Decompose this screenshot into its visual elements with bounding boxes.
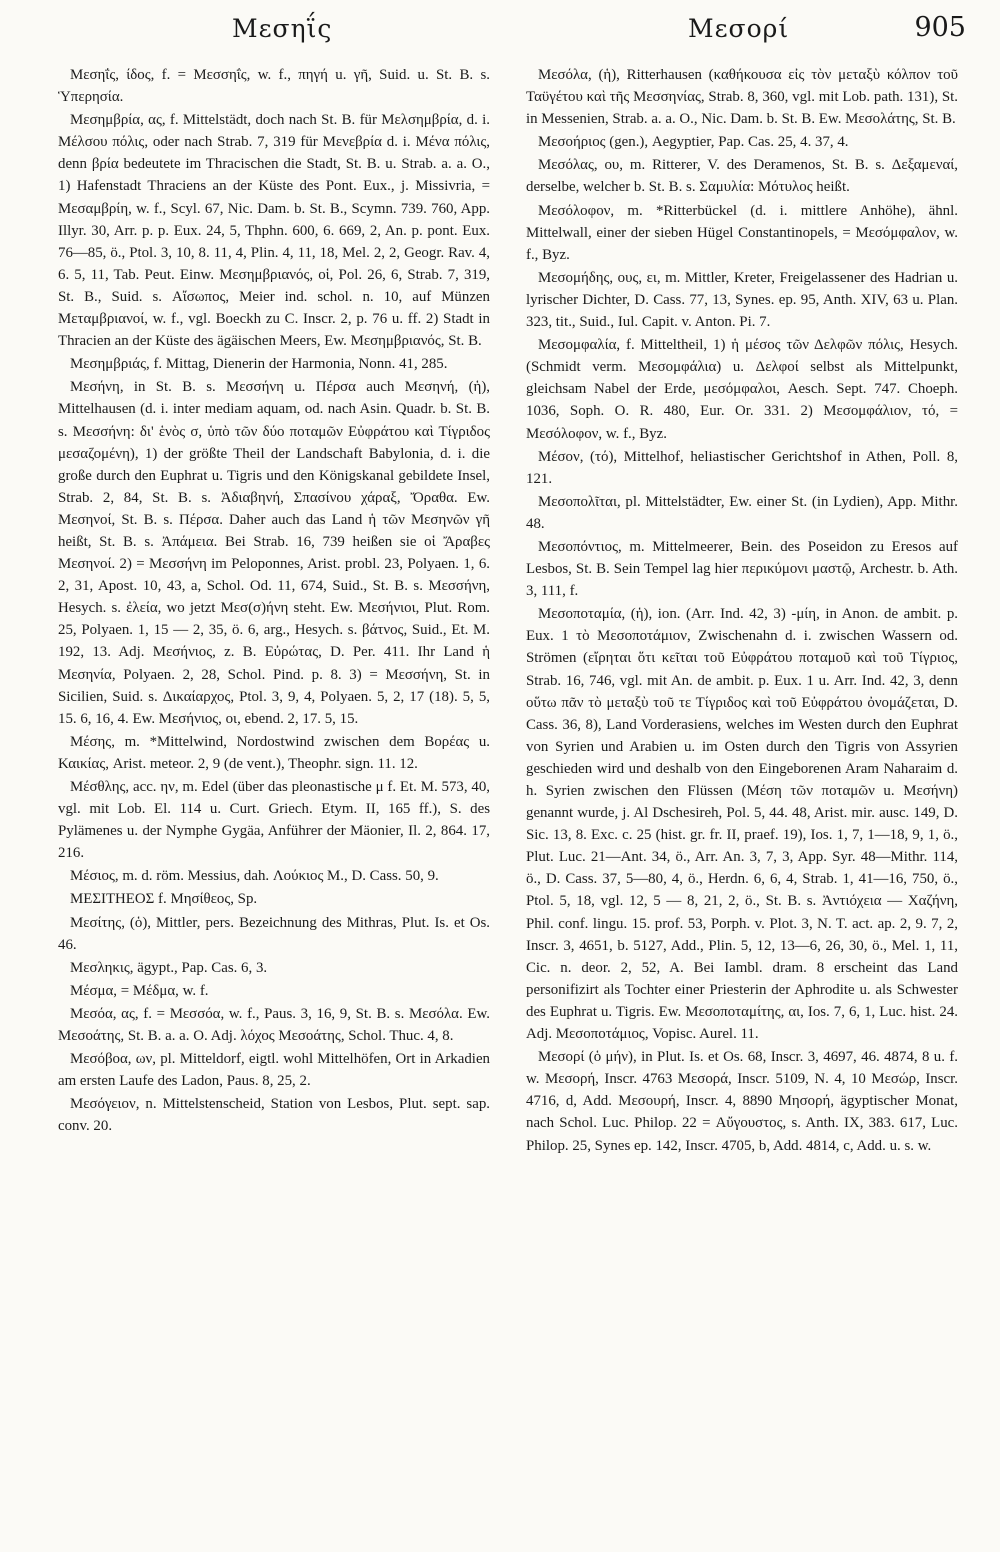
dictionary-entry: Μεσηΐς, ίδος, f. = Μεσσηΐς, w. f., πηγή u. γῆ, Suid. u. St. B. s. Ὑπερησία. [58, 67, 490, 106]
dictionary-entry: Μεσόλα, (ἡ), Ritterhausen (καθήκουσα εἰς τὸν μεταξὺ κόλπον τοῦ Ταϋγέτου καὶ τῆς Μεσσηνίας, Strab. 8, 360, vgl. mit Lob. path. 131), St. in Messenien, Strab. a. a. O., Nic. Dam. b. St. B. Ew. Μεσολάτης, St. B. [526, 67, 958, 128]
dictionary-entry: Μέσον, (τό), Mittelhof, heliastischer Gerichtshof in Athen, Poll. 8, 121. [526, 448, 958, 487]
page-header [0, 14, 1000, 54]
dictionary-entry: Μεσοπολῖται, pl. Mittelstädter, Ew. einer St. (in Lydien), App. Mithr. 48. [526, 493, 958, 532]
dictionary-entry: Μεσομήδης, ους, ει, m. Mittler, Kreter, Freigelassener des Hadrian u. lyrischer Dichter, D. Cass. 77, 13, Synes. ep. 95, Anth. XIV, 63 u. Plan. 323, tit., Suid., Iul. Capit. v. Anton. Pi. 7. [526, 269, 958, 331]
dictionary-entry: Μεσοποταμία, (ἡ), ion. (Arr. Ind. 42, 3) -μίη, in Anon. de ambit. p. Eux. 1 τὸ Μεσοποτάμιον, Zwischenahn d. i. zwischen Wassern od. Strömen (εἴρηται ὅτι κεῖται τοῦ Εὐφράτου ποταμοῦ καὶ τοῦ Τίγριος, Strab. 16, 746, vgl. mit An. de ambit. p. Eux. 1 u. Arr. Ind. 42, 3, denn οὕτω πᾶν τὸ μεταξὺ τοῦ τε Τίγριδος καὶ τοῦ Εὐφράτου ὀνομάζεται, D. Cass. 36, 8), Land Vorderasiens, welches im Westen durch den Euphrat von Syrien und Arabien u. im Osten durch den Tigris von Assyrien geschieden wird und deshalb von den Eingeborenen Aram Naharaim d. h. Syrien zwischen den Flüssen (Μέση τῶν ποταμῶν u. Μεσήνη) genannt wurde, j. Al Dschesireh, Pol. 5, 44. 48, Arist. mir. ausc. 149, D. Sic. 13, 8. Exc. c. 25 (hist. gr. fr. II, praef. 19), Ios. 1, 7, 1—18, 9, 1, ö., Plut. Luc. 21—Ant. 34, ö., Arr. An. 3, 7, 3, App. Syr. 48—Mithr. 114, ö., D. Cass. 37, 5—80, 4, ö., Herdn. 6, 6, 4, Strab. 1, 41—16, 750, ö., Ptol. 5, 18, vgl. 12, 5 — 8, 21, 2, ö., St. B. s. Ἀντιόχεια — Χαζήνη, Phil. conf. lingu. 15. prof. 53, Porph. v. Plot. 3, N. T. act. ap. 2, 9. 7, 2, Inscr. 3, 4651, b. 5127, Add., Plin. 5, 12, 13—6, 26, 30, ö., Mel. 1, 11, Cic. n. deor. 2, 52, A. Bei Iambl. dram. 8 erscheint das Land personifizirt als Tochter einer Priesterin der Aphrodite u. als Schwester des Euphrat u. Tigris. Ew. Μεσοποταμίτης, αι, Ios. 7, 6, 1, Luc. hist. 24. Adj. Μεσοποτάμιος, Vopisc. Aurel. 11. [526, 606, 958, 1043]
right-running-headword: Μεσορί [688, 14, 790, 43]
page-number: 905 [914, 12, 966, 43]
dictionary-entry: Μεσοήριος (gen.), Aegyptier, Pap. Cas. 25, 4. 37, 4. [538, 134, 849, 151]
left-column [58, 64, 490, 1546]
dictionary-entry: Μεσληκις, ägypt., Pap. Cas. 6, 3. [70, 959, 268, 976]
dictionary-entry: Μεσημβριάς, f. Mittag, Dienerin der Harmonia, Nonn. 41, 285. [70, 356, 448, 373]
dictionary-entry: Μεσόα, ας, f. = Μεσσόα, w. f., Paus. 3, 16, 9, St. B. s. Μεσόλα. Ew. Μεσοάτης, St. B. a. a. O. Adj. λόχος Μεσοάτης, Schol. Thuc. 4, 8. [58, 1005, 490, 1045]
dictionary-entry: Μεσορί (ὁ μήν), in Plut. Is. et Os. 68, Inscr. 3, 4697, 46. 4874, 8 u. f. w. Μεσορή, Inscr. 4763 Μεσορά, Inscr. 5109, N. 4, 10 Μεσώρ, Inscr. 4716, d, Add. Μεσουρή, Inscr. 4, 8890 Μησορή, ägyptischer Monat, nach Schol. Luc. Philop. 22 = Αὔγουστος, s. Anth. IX, 383. 617, Luc. Philop. 25, Synes ep. 142, Inscr. 4705, b, Add. 4814, c, Add. u. s. w. [526, 1049, 958, 1154]
dictionary-entry: Μέσμα, = Μέδμα, w. f. [70, 982, 209, 999]
dictionary-entry: ΜΕΣΙΤΗΕΟΣ f. Μησίθεος, Sp. [70, 891, 258, 908]
dictionary-entry: Μέσιος, m. d. röm. Messius, dah. Λούκιος Μ., D. Cass. 50, 9. [70, 868, 439, 885]
dictionary-entry: Μεσόβοα, ων, pl. Mitteldorf, eigtl. wohl Mittelhöfen, Ort in Arkadien am ersten Laufe des Ladon, Paus. 8, 25, 2. [58, 1051, 490, 1090]
dictionary-entry: Μεσόλας, ου, m. Ritterer, V. des Deramenos, St. B. s. Δεξαμεναί, derselbe, welcher b. St. B. s. Σαμυλία: Μότυλος heißt. [526, 157, 958, 196]
dictionary-entry: Μεσίτης, (ὁ), Mittler, pers. Bezeichnung des Mithras, Plut. Is. et Os. 46. [58, 914, 490, 953]
dictionary-entry: Μεσήνη, in St. B. s. Μεσσήνη u. Πέρσα auch Μεσηνή, (ἡ), Mittelhausen (d. i. inter mediam aquam, od. nach Asin. Quadr. b. St. B. s. Μεσσήνη: δι' ἑνὸς σ, ὑπὸ τῶν δύο ποταμῶν Εὐφράτου καὶ Τίγριδος μεσαζομένη), 1) der größte Theil der Landschaft Babylonia, d. i. die große durch den Euphrat u. Tigris und den Königskanal gebildete Insel, Strab. 2, 84, St. B. s. Ἀδιαβηνή, Σπασίνου χάραξ, Ὄραθα. Ew. Μεσηνοί, St. B. s. Πέρσα. Daher auch das Land ἡ τῶν Μεσηνῶν γῆ heißt, St. B. s. Ἀπάμεια. Bei Strab. 16, 739 heißen sie οἱ Ἄραβες Μεσηνοί. 2) = Μεσσήνη im Peloponnes, Arist. probl. 23, Polyaen. 1, 6. 2, 31, Apost. 10, 43, a, Schol. Od. 11, 674, Suid., St. B. s. Μεσσήνη, Hesych. s. ἐλεία, wo jetzt Μεσ(σ)ήνη steht. Ew. Μεσήνιοι, Plut. Rom. 25, Polyaen. 1, 15 — 2, 35, ö. 6, arg., Hesych. s. βάτνος, Suid., Et. M. 192, 13. Adj. Μεσήνιος, z. B. Εὐρώτας, D. Per. 411. Ihr Land ἡ Μεσηνία, Polyaen. 2, 28, Schol. Pind. p. 8. 3) = Μεσσήνη, St. in Sicilien, Suid. s. Δικαίαρχος, Ptol. 3, 9, 4, Polyaen. 5, 2, 17 (18). 5, 5, 15. 6, 16, 4. Ew. Μεσήνιος, οι, ebend. 2, 17. 5, 15. [58, 379, 490, 727]
right-column [526, 64, 958, 1546]
dictionary-entry: Μεσημβρία, ας, f. Mittelstädt, doch nach St. B. für Μελσημβρία, d. i. Μέλσου πόλις, oder nach Strab. 7, 319 für Μενεβρία d. i. Μένα πόλις, denn βρία bedeutete im Thracischen die Stadt, St. B. u. Strab. a. a. O., 1) Hafenstadt Thraciens an der Küste des Pont. Eux., j. Missivria, = Μεσαμβρίη, w. f., Scyl. 67, Nic. Dam. b. St. B., Scymn. 739. 760, App. Illyr. 30, Arr. p. p. Eux. 24, 5, Thphn. 600, 6. 669, 2, An. p. pont. Eux. 76—85, ö., Ptol. 3, 10, 8. 11, 4, Plin. 4, 11, 18, Mel. 2, 2, Geogr. Rav. 4, 6. 5, 11, Tab. Peut. Einw. Μεσημβριανός, οἱ, Pol. 26, 6, Strab. 7, 319, St. B., Suid. s. Αἴσωπος, Meier ind. schol. n. 10, auf Münzen Μεταμβριανοί, w. f., vgl. Boeckh zu C. Inscr. 2, p. 76 u. ff. 2) Stadt in Thracien an der Küste des ägäischen Meers, Ew. Μεσημβριανός, St. B. [58, 112, 490, 350]
left-running-headword: Μεσηΐς [232, 14, 333, 43]
dictionary-entry: Μέσης, m. *Mittelwind, Nordostwind zwischen dem Βορέας u. Καικίας, Arist. meteor. 2, 9 (de vent.), Theophr. sign. 11. 12. [58, 733, 490, 772]
dictionary-entry: Μεσόλοφον, m. *Ritterbückel (d. i. mittlere Anhöhe), ähnl. Mittelwall, einer der sieben Hügel Constantinopels, = Μεσόμφαλον, w. f., Byz. [526, 202, 958, 263]
dictionary-entry: Μεσόγειον, n. Mittelstenscheid, Station von Lesbos, Plut. sept. sap. conv. 20. [58, 1096, 490, 1135]
dictionary-entry: Μέσθλης, acc. ην, m. Edel (über das pleonastische μ f. Et. M. 573, 40, vgl. mit Lob. El. 114 u. Curt. Griech. Etym. II, 165 ff.), S. des Pylämenes u. der Nymphe Gygäa, Anführer der Mäonier, Il. 2, 864. 17, 216. [58, 779, 490, 862]
dictionary-entry: Μεσοπόντιος, m. Mittelmeerer, Bein. des Poseidon zu Eresos auf Lesbos, St. B. Sein Tempel lag hier περικύμονι μαστῷ, Archestr. b. Ath. 3, 111, f. [526, 538, 958, 600]
dictionary-entry: Μεσομφαλία, f. Mitteltheil, 1) ἡ μέσος τῶν Δελφῶν πόλις, Hesych. (Schmidt verm. Μεσομφάλια) u. Δελφοί selbst als Mittelpunkt, gleichsam Nabel der Erde, μεσόμφαλοι, Aesch. Sept. 747. Choeph. 1036, Soph. O. R. 480, Eur. Or. 331. 2) Μεσομφάλιον, τό, = Μεσόλοφον, w. f., Byz. [526, 337, 958, 442]
